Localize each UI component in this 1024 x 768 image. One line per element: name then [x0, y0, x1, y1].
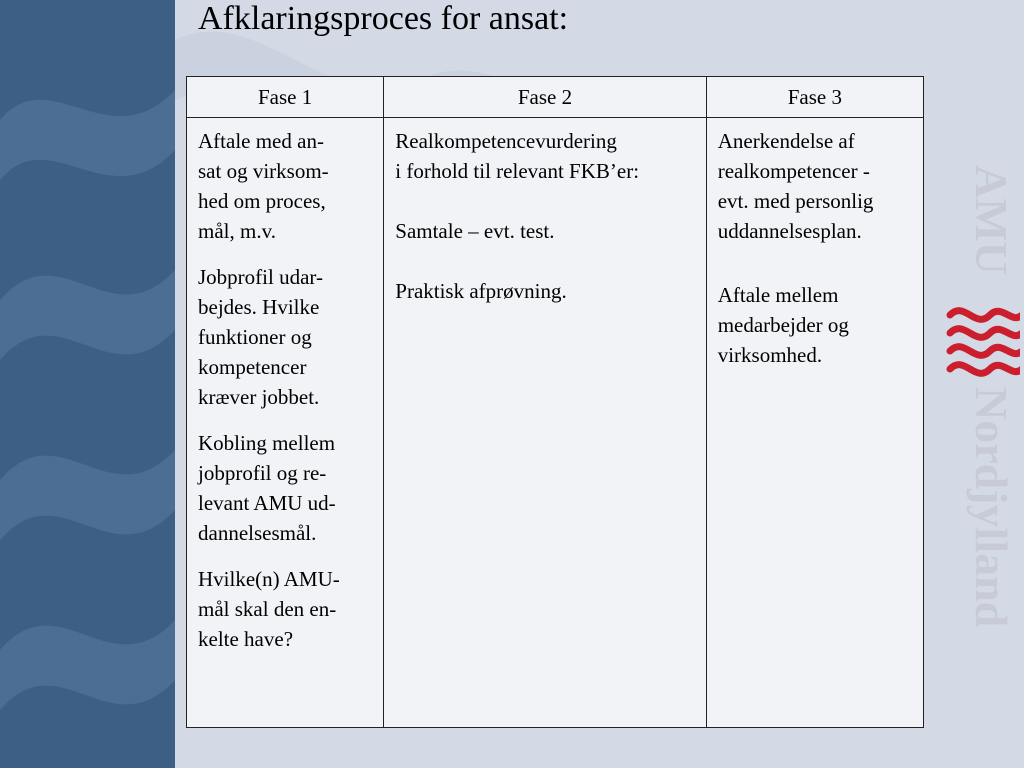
- header-fase-3: Fase 3: [706, 77, 923, 118]
- header-fase-2: Fase 2: [384, 77, 706, 118]
- fase-2-paragraph: Samtale – evt. test.: [395, 219, 555, 243]
- logo-text-amu: AMU: [966, 165, 1017, 275]
- fase-3-paragraph: Anerkendelse af realkompetencer - evt. med personlig uddannelsesplan.: [717, 129, 874, 243]
- slide-title: Afklaringsproces for ansat:: [198, 0, 569, 37]
- fase-1-paragraph: Aftale med an- sat og virksom- hed om proces, mål, m.v.: [198, 129, 329, 243]
- phase-table: [186, 76, 924, 728]
- fase-1-paragraph: Hvilke(n) AMU- mål skal den en- kelte have?: [198, 567, 340, 651]
- logo-text-nordjylland: Nordjylland: [966, 387, 1017, 628]
- header-fase-1: Fase 1: [187, 77, 384, 118]
- table-header-row: [187, 77, 924, 118]
- fase-3-cell: [706, 118, 923, 728]
- fase-1-paragraph: Jobprofil udar- bejdes. Hvilke funktioner og kompetencer kræver jobbet.: [198, 265, 323, 409]
- fase-2-cell: [384, 118, 706, 728]
- fase-2-paragraph: Praktisk afprøvning.: [395, 279, 567, 303]
- fase-2-paragraph: Realkompetencevurdering i forhold til relevant FKB’er:: [395, 129, 640, 183]
- logo-wave-mark: [950, 311, 1020, 374]
- fase-1-paragraph: Kobling mellem jobprofil og re- levant AMU ud- dannelsesmål.: [198, 431, 336, 545]
- table-row: [187, 118, 924, 728]
- fase-1-cell: [187, 118, 384, 728]
- fase-3-paragraph: Aftale mellem medarbejder og virksomhed.: [717, 283, 849, 367]
- amu-nordjylland-logo: [940, 165, 1020, 725]
